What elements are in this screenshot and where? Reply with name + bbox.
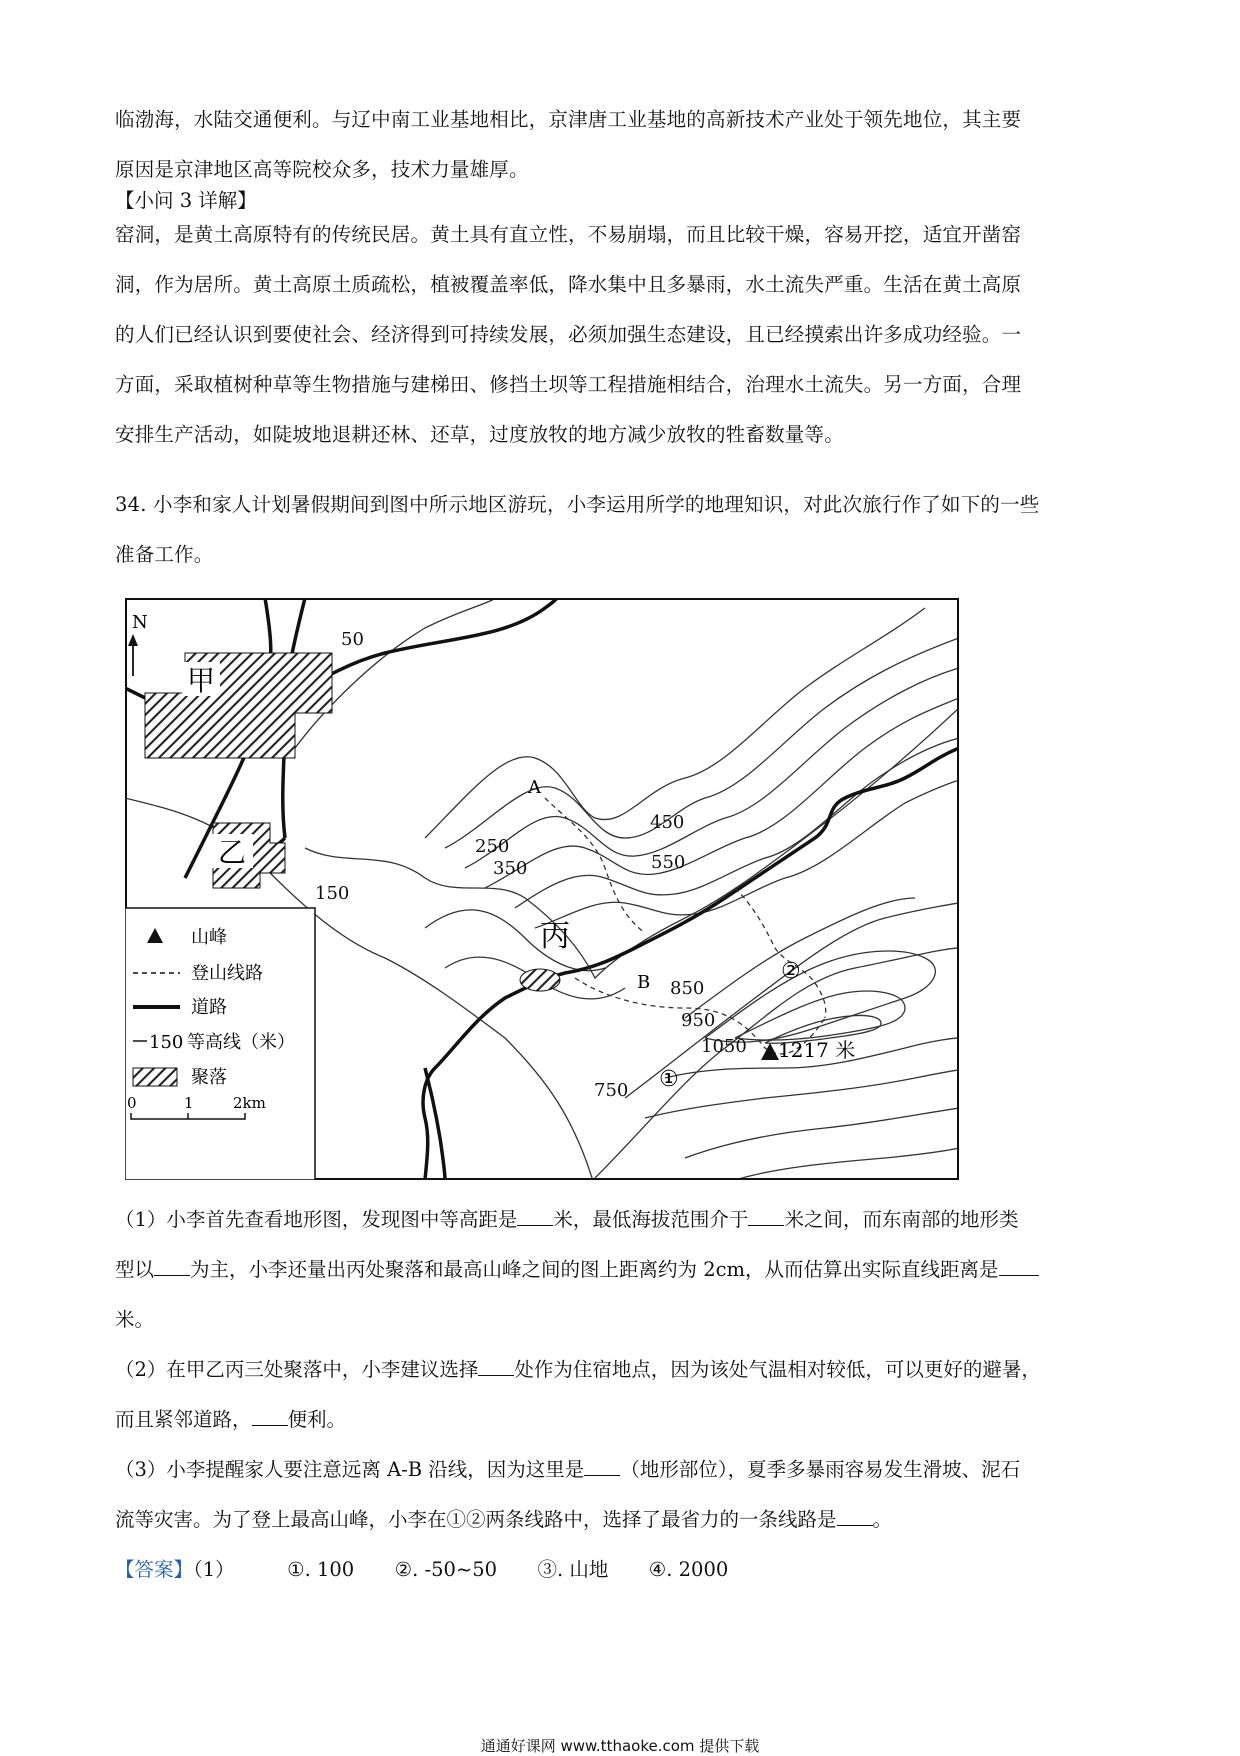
legend-contour-label: 等高线（米） — [187, 1032, 295, 1053]
text-line — [115, 1445, 1135, 1495]
contour-label-250: 250 — [475, 836, 510, 857]
point-a-label: A — [528, 777, 541, 798]
legend-contour-value: 150 — [149, 1032, 184, 1053]
text-line: 原因是京津地区高等院校众多，技术力量雄厚。 — [115, 158, 529, 181]
text-line — [115, 1195, 1135, 1245]
text-line: 的人们已经认识到要使社会、经济得到可持续发展，必须加强生态建设，且已经摸索出许多成功经验。一 — [115, 323, 1022, 346]
q1-part-f: 米。 — [115, 1308, 155, 1331]
contour-label-1050: 1050 — [701, 1036, 747, 1057]
contour-label-150: 150 — [315, 883, 350, 904]
question-3 — [115, 1445, 1135, 1545]
answer-item: ③. 山地 — [537, 1558, 609, 1581]
q1-part-e: 为主，小李还量出丙处聚落和最高山峰之间的图上距离约为 2cm，从而估算出实际直线距离是 — [190, 1258, 999, 1281]
settlement-label-bing: 丙 — [540, 919, 570, 954]
q1-part-a: （1）小李首先查看地形图，发现图中等高距是 — [115, 1208, 518, 1231]
scale-label-0: 0 — [127, 1094, 137, 1112]
page-footer: 通通好课网 www.tthaoke.com 提供下载 — [480, 1737, 760, 1755]
q3-part-d: 。 — [872, 1508, 893, 1531]
q3-part-b: （地形部位），夏季多暴雨容易发生滑坡、泥石 — [620, 1458, 1021, 1481]
question-2 — [115, 1345, 1135, 1445]
settlement-label-yi: 乙 — [217, 836, 247, 869]
answer-item: ④. 2000 — [648, 1558, 729, 1581]
settlement-label-jia: 甲 — [186, 664, 216, 697]
text-line: 34. 小李和家人计划暑假期间到图中所示地区游玩，小李运用所学的地理知识，对此次旅行作了如下的一些 — [115, 493, 1040, 516]
text-line — [115, 1295, 1135, 1345]
q2-part-c: 而且紧邻道路， — [115, 1408, 252, 1431]
text-line: 洞，作为居所。黄土高原土质疏松，植被覆盖率低，降水集中且多暴雨，水土流失严重。生活在黄土高原 — [115, 273, 1022, 296]
q2-part-b: 处作为住宿地点，因为该处气温相对较低，可以更好的避暑， — [514, 1358, 1041, 1381]
contour-label-950: 950 — [681, 1010, 716, 1031]
topographic-map — [125, 598, 959, 1180]
answer-item: ①. 100 — [287, 1558, 355, 1581]
q2-part-d: 便利。 — [287, 1408, 347, 1431]
answer-part: （1） — [193, 1558, 235, 1581]
contour-label-350: 350 — [493, 858, 528, 879]
answer-blank[interactable] — [584, 1457, 620, 1476]
legend-trail-label: 登山线路 — [191, 963, 263, 984]
text-line: 临渤海，水陆交通便利。与辽中南工业基地相比，京津唐工业基地的高新技术产业处于领先地位，其主要 — [115, 108, 1022, 131]
text-line — [115, 1345, 1135, 1395]
contour-label-750: 750 — [594, 1080, 629, 1101]
route-2-label: ② — [781, 959, 801, 984]
answer-blank[interactable] — [999, 1257, 1039, 1276]
answer-blank[interactable] — [154, 1257, 190, 1276]
answer-blank[interactable] — [837, 1507, 873, 1526]
answer-label: 【答案】 — [115, 1558, 194, 1581]
q1-part-b: 米，最低海拔范围介于 — [553, 1208, 749, 1231]
text-line: 方面，采取植树种草等生物措施与建梯田、修挡土坝等工程措施相结合，治理水土流失。另一方面，合理 — [115, 373, 1022, 396]
question-1 — [115, 1195, 1135, 1345]
paragraph-intro — [115, 95, 1125, 195]
answer-blank[interactable] — [252, 1407, 288, 1426]
legend-settlement-label: 聚落 — [191, 1067, 227, 1088]
text-line — [115, 1495, 1135, 1545]
contour-label-50: 50 — [341, 629, 364, 650]
contour-label-450: 450 — [650, 812, 685, 833]
map-legend — [125, 908, 315, 1180]
answer-block — [115, 1545, 1135, 1595]
text-line: 窑洞，是黄土高原特有的传统民居。黄土具有直立性，不易崩塌，而且比较干燥，容易开挖，适宜开凿窑 — [115, 223, 1022, 246]
scale-label-1: 1 — [184, 1094, 194, 1112]
route-1-label: ① — [659, 1067, 679, 1092]
q3-part-a: （3）小李提醒家人要注意远离 A-B 沿线，因为这里是 — [115, 1458, 585, 1481]
text-line: 安排生产活动，如陡坡地退耕还林、还草，过度放牧的地方减少放牧的牲畜数量等。 — [115, 423, 844, 446]
north-label: N — [132, 612, 148, 633]
peak-elevation-label: 1217 米 — [778, 1038, 856, 1062]
answer-item: ②. -50~50 — [394, 1558, 498, 1581]
paragraph-explanation — [115, 210, 1125, 460]
legend-peak-label: 山峰 — [191, 927, 227, 948]
answer-blank[interactable] — [748, 1207, 784, 1226]
legend-road-label: 道路 — [191, 997, 227, 1018]
q1-part-d: 型以 — [115, 1258, 155, 1281]
point-b-label: B — [637, 972, 651, 993]
text-line — [115, 1245, 1135, 1295]
contour-label-550: 550 — [651, 852, 686, 873]
q2-part-a: （2）在甲乙丙三处聚落中，小李建议选择 — [115, 1358, 479, 1381]
scale-label-2km: 2km — [233, 1094, 266, 1112]
contour-label-850: 850 — [670, 978, 705, 999]
legend-settlement-icon — [133, 1068, 177, 1086]
section-heading: 【小问 3 详解】 — [115, 189, 257, 212]
text-line: 准备工作。 — [115, 543, 214, 566]
q1-part-c: 米之间，而东南部的地形类 — [784, 1208, 1019, 1231]
text-line — [115, 1395, 1135, 1445]
question-34 — [115, 480, 1125, 580]
answer-blank[interactable] — [478, 1357, 514, 1376]
settlement-bing — [520, 969, 560, 991]
answer-blank[interactable] — [517, 1207, 553, 1226]
q3-part-c: 流等灾害。为了登上最高山峰，小李在①②两条线路中，选择了最省力的一条线路是 — [115, 1508, 837, 1531]
